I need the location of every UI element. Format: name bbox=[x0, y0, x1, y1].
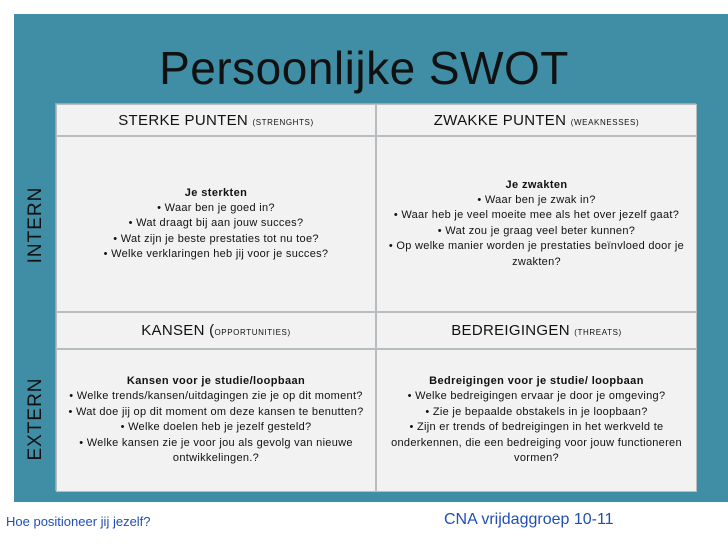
footer-credit: CNA vrijdaggroep 10-11 bbox=[444, 511, 614, 528]
strengths-header bbox=[56, 104, 376, 136]
opportunities-line: • Wat doe jij op dit moment om deze kansen te benutten? bbox=[68, 405, 364, 418]
weaknesses-line: • Waar ben je zwak in? bbox=[477, 193, 596, 206]
weaknesses-header-subtitle: (WEAKNESSES) bbox=[570, 117, 640, 127]
threats-header-subtitle: (THREATS) bbox=[574, 328, 622, 337]
footer-subtitle: Hoe positioneer jij jezelf? bbox=[6, 514, 151, 529]
strengths-title: Je sterkten bbox=[184, 186, 248, 199]
side-label-intern: INTERN bbox=[25, 186, 46, 264]
weaknesses-line: • Wat zou je graag veel beter kunnen? bbox=[437, 224, 636, 237]
opportunities-line: • Welke trends/kansen/uitdagingen zie je op dit moment? bbox=[69, 390, 363, 403]
weaknesses-body bbox=[376, 136, 697, 312]
opportunities-body bbox=[56, 349, 376, 492]
opportunities-title: Kansen voor je studie/loopbaan bbox=[126, 375, 306, 388]
strengths-line: • Welke verklaringen heb jij voor je succes? bbox=[103, 248, 329, 260]
threats-line: • Zijn er trends of bedreigingen in het werkveld te onderkennen, die een bedreiging voor jouw functioneren vormen? bbox=[391, 421, 682, 465]
swot-grid bbox=[55, 103, 696, 491]
strengths-line: • Wat draagt bij aan jouw succes? bbox=[128, 217, 304, 229]
weaknesses-title: Je zwakten bbox=[505, 178, 568, 191]
threats-header bbox=[376, 312, 697, 349]
page-title: Persoonlijke SWOT bbox=[159, 42, 569, 94]
threats-line: • Welke bedreigingen ervaar je door je omgeving? bbox=[407, 390, 666, 403]
weaknesses-line: • Waar heb je veel moeite mee als het over jezelf gaat? bbox=[393, 209, 680, 222]
opportunities-header bbox=[56, 312, 376, 349]
opportunities-header-title: KANSEN ( bbox=[141, 322, 215, 339]
strengths-body bbox=[56, 136, 376, 312]
side-label-extern: EXTERN bbox=[25, 377, 46, 461]
weaknesses-header-title: ZWAKKE PUNTEN bbox=[433, 111, 567, 129]
threats-header-label bbox=[451, 322, 622, 339]
weaknesses-header-label bbox=[434, 112, 640, 129]
strengths-line: • Wat zijn je beste prestaties tot nu toe? bbox=[113, 232, 319, 245]
opportunities-line: • Welke kansen zie je voor jou als gevolg van nieuwe ontwikkelingen.? bbox=[79, 436, 353, 465]
opportunities-line: • Welke doelen heb je jezelf gesteld? bbox=[120, 421, 312, 434]
strengths-line: • Waar ben je goed in? bbox=[157, 201, 275, 214]
strengths-header-title: STERKE PUNTEN bbox=[118, 111, 249, 129]
opportunities-header-label bbox=[141, 322, 291, 339]
threats-body bbox=[376, 349, 697, 492]
strengths-header-label bbox=[118, 112, 314, 129]
opportunities-header-subtitle: OPPORTUNITIES) bbox=[214, 328, 291, 337]
weaknesses-header bbox=[376, 104, 697, 136]
weaknesses-line: • Op welke manier worden je prestaties beïnvloed door je zwakten? bbox=[388, 240, 685, 268]
threats-title: Bedreigingen voor je studie/ loopbaan bbox=[429, 375, 644, 388]
strengths-header-subtitle: (STRENGHTS) bbox=[252, 117, 314, 127]
threats-header-title: BEDREIGINGEN bbox=[451, 322, 570, 339]
threats-line: • Zie je bepaalde obstakels in je loopbaan? bbox=[425, 405, 648, 418]
